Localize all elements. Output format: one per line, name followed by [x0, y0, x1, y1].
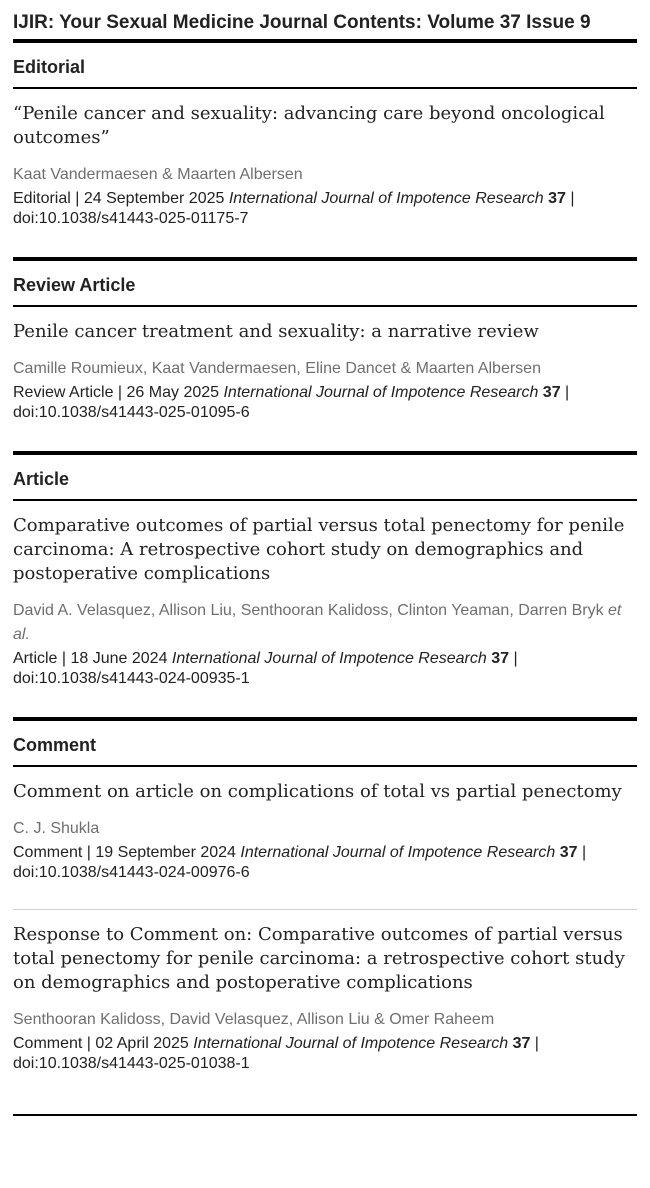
author-list: C. J. Shukla: [13, 820, 100, 837]
journal-name: International Journal of Impotence Research: [193, 1035, 509, 1052]
article-title-link[interactable]: “Penile cancer and sexuality: advancing care beyond oncological outcomes”: [13, 103, 605, 148]
toc-section: [13, 721, 637, 1074]
toc-section: [13, 43, 637, 229]
journal-name: International Journal of Impotence Research: [228, 190, 544, 207]
doi-text: | doi:10.1038/s41443-025-01038-1: [13, 1035, 539, 1072]
journal-name: International Journal of Impotence Research: [171, 650, 487, 667]
article-title-link[interactable]: Comment on article on complications of total vs partial penectomy: [13, 781, 622, 802]
author-list: Camille Roumieux, Kaat Vandermaesen, Eline Dancet & Maarten Albersen: [13, 360, 541, 377]
doi-text: | doi:10.1038/s41443-025-01175-7: [13, 190, 575, 227]
article-meta: [13, 1034, 637, 1074]
journal-name: International Journal of Impotence Research: [223, 384, 539, 401]
doi-text: | doi:10.1038/s41443-024-00976-6: [13, 844, 587, 881]
page-title: IJIR: Your Sexual Medicine Journal Contents: Volume 37 Issue 9: [13, 12, 591, 33]
article-meta: [13, 843, 637, 883]
toc-page: [13, 0, 637, 1116]
article-authors: [13, 817, 637, 841]
toc-section: [13, 455, 637, 689]
doi-text: | doi:10.1038/s41443-024-00935-1: [13, 650, 518, 687]
volume-number: 37: [491, 650, 510, 667]
volume-number: 37: [548, 190, 566, 207]
article-title-link[interactable]: Response to Comment on: Comparative outcomes of partial versus total penectomy for penile carcinoma: a retrospective cohort study on demographics and postoperative complications: [13, 924, 625, 993]
meta-type-date: Editorial | 24 September 2025: [13, 190, 229, 207]
volume-number: 37: [559, 844, 578, 861]
article-authors: [13, 357, 637, 381]
article-title-link[interactable]: Comparative outcomes of partial versus total penectomy for penile carcinoma: A retrospective cohort study on demographics and postoperative complications: [13, 515, 625, 584]
article-authors: [13, 1008, 637, 1032]
article-meta: [13, 383, 637, 423]
article-item: [13, 307, 637, 423]
article-item: [13, 767, 637, 883]
volume-number: 37: [512, 1035, 531, 1052]
doi-text: | doi:10.1038/s41443-025-01095-6: [13, 384, 570, 421]
toc-sections: [13, 43, 637, 1074]
meta-type-date: Review Article | 26 May 2025: [13, 384, 224, 401]
bottom-divider: [13, 1114, 637, 1116]
article-title-link[interactable]: Penile cancer treatment and sexuality: a narrative review: [13, 321, 539, 342]
section-heading: Article: [13, 455, 637, 501]
toc-section: [13, 261, 637, 423]
section-heading: Review Article: [13, 261, 637, 307]
article-authors: [13, 599, 637, 647]
author-list: Senthooran Kalidoss, David Velasquez, Allison Liu & Omer Raheem: [13, 1011, 495, 1028]
article-meta: [13, 189, 637, 229]
section-heading: Comment: [13, 721, 637, 767]
volume-number: 37: [542, 384, 561, 401]
author-list: Kaat Vandermaesen & Maarten Albersen: [13, 166, 303, 183]
article-item: [13, 501, 637, 689]
article-authors: [13, 163, 637, 187]
article-meta: [13, 649, 637, 689]
et-al-suffix: et al.: [13, 602, 622, 643]
section-heading: Editorial: [13, 43, 637, 89]
article-item: [13, 89, 637, 229]
meta-type-date: Article | 18 June 2024: [13, 650, 172, 667]
journal-name: International Journal of Impotence Research: [240, 844, 556, 861]
meta-type-date: Comment | 19 September 2024: [13, 844, 241, 861]
meta-type-date: Comment | 02 April 2025: [13, 1035, 194, 1052]
author-list: David A. Velasquez, Allison Liu, Senthooran Kalidoss, Clinton Yeaman, Darren Bryk: [13, 602, 609, 619]
article-item: [13, 910, 637, 1074]
